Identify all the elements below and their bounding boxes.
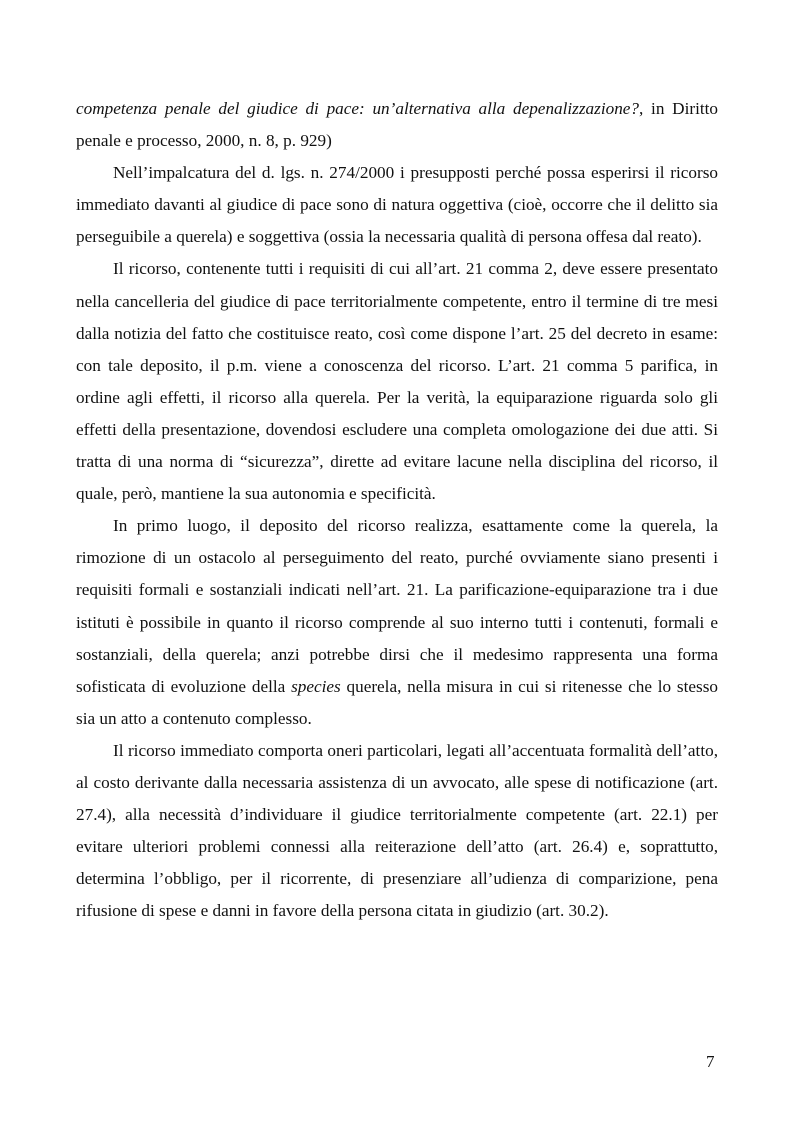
- paragraph-primo-luogo-tail: querela, nella misura in cui si ritenesse che lo stesso sia un atto a contenuto complesso.: [76, 676, 719, 728]
- document-page: [76, 93, 718, 927]
- citation-continuation-paragraph: [76, 93, 718, 157]
- paragraph-deposito-ricorso: Il ricorso, contenente tutti i requisiti di cui all’art. 21 comma 2, deve essere presentato nella cancelleria del giudice di pace territorialmente competente, entro il termine di tre mesi dalla notizia del fatto che costituisce reato, così come dispone l’art. 25 del decreto in esame: con tale deposito, il p.m. viene a conoscenza del ricorso. L’art. 21 comma 5 parifica, in ordine agli effetti, il ricorso alla querela. Per la verità, la equiparazione riguarda solo gli effetti della presentazione, dovendosi escludere una completa omologazione dei due atti. Si tratta di una norma di “sicurezza”, dirette ad evitare lacune nella disciplina del ricorso, il quale, però, mantiene la sua autonomia e specificità.: [76, 259, 718, 504]
- citation-source: , in Diritto penale e processo, 2000, n. 8, p. 929): [76, 99, 718, 151]
- citation-italic-title: competenza penale del giudice di pace: un’alternativa alla depenalizzazione?: [76, 99, 640, 118]
- page-number: 7: [706, 1052, 715, 1071]
- paragraph-presupposti: Nell’impalcatura del d. lgs. n. 274/2000 i presupposti perché possa esperirsi il ricorso immediato davanti al giudice di pace sono di natura oggettiva (cioè, occorre che il delitto sia perseguibile a querela) e soggettiva (ossia la necessaria qualità di persona offesa dal reato).: [76, 163, 718, 247]
- paragraph-oneri-particolari: Il ricorso immediato comporta oneri particolari, legati all’accentuata formalità dell’atto, al costo derivante dalla necessaria assistenza di un avvocato, alle spese di notificazione (art. 27.4), alla necessità d’individuare il giudice territorialmente competente (art. 22.1) per evitare ulteriori problemi connessi alla reiterazione dell’atto (art. 26.4) e, soprattutto, determina l’obbligo, per il ricorrente, di presenziare all’udienza di comparizione, pena rifusione di spese e danni in favore della persona citata in giudizio (art. 30.2).: [76, 740, 718, 921]
- paragraph-primo-luogo-text: In primo luogo, il deposito del ricorso realizza, esattamente come la querela, la rimozione di un ostacolo al perseguimento del reato, purché ovviamente siano presenti i requisiti formali e sostanziali indicati nell’art. 21. La parificazione-equiparazione tra i due istituti è possibile in quanto il ricorso comprende al suo interno tutti i contenuti, formali e sostanziali, della querela; anzi potrebbe dirsi che il medesimo rappresenta una forma sofisticata di evoluzione della: [76, 516, 718, 696]
- italic-species: species: [291, 676, 341, 696]
- paragraph-primo-luogo: [76, 510, 718, 735]
